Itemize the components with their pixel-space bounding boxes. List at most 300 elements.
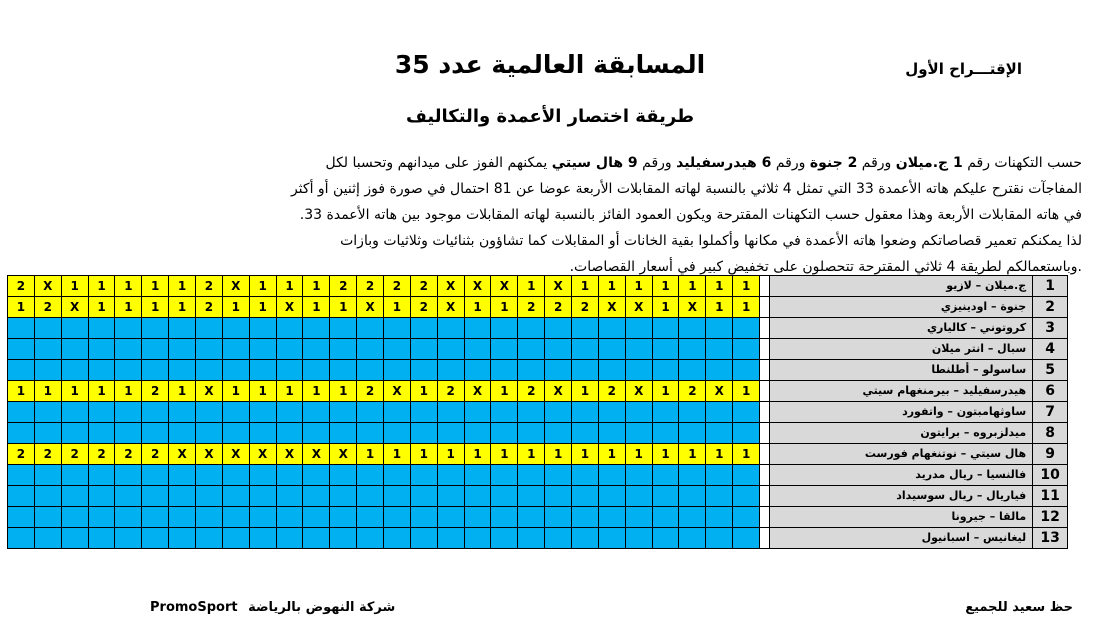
pick-cell (410, 507, 437, 528)
pick-cell: 1 (8, 381, 35, 402)
pick-cell (491, 486, 518, 507)
pick-cell (303, 486, 330, 507)
pick-cell (196, 318, 223, 339)
pick-cell (196, 402, 223, 423)
pick-cell (545, 486, 572, 507)
pick-cell (384, 318, 411, 339)
pick-cell (464, 486, 491, 507)
pick-cell (276, 339, 303, 360)
pick-cell (491, 402, 518, 423)
pick-cell (464, 339, 491, 360)
pick-cell (572, 339, 599, 360)
pick-cell (115, 507, 142, 528)
pick-cell: 1 (410, 444, 437, 465)
pick-cell (34, 360, 61, 381)
pick-cell (357, 423, 384, 444)
match-number: 2 (1033, 297, 1068, 318)
pick-cell (303, 507, 330, 528)
grid-spacer (760, 507, 770, 528)
pick-cell (142, 423, 169, 444)
intro-highlight: 6 هيدرسفيليد (676, 155, 772, 171)
pick-cell (115, 528, 142, 549)
proposal-label: الإقتـــراح الأول (905, 60, 1022, 78)
pick-cell (491, 528, 518, 549)
pick-cell (357, 318, 384, 339)
intro-text: حسب التكهنات رقم (962, 155, 1082, 171)
pick-cell: 1 (8, 297, 35, 318)
pick-cell: X (545, 381, 572, 402)
pick-cell (679, 507, 706, 528)
pick-cell (625, 360, 652, 381)
pick-cell (625, 339, 652, 360)
match-number: 8 (1033, 423, 1068, 444)
pick-cell (679, 423, 706, 444)
pick-cell (34, 402, 61, 423)
match-number: 3 (1033, 318, 1068, 339)
pick-cell (222, 339, 249, 360)
pick-cell: 1 (249, 381, 276, 402)
footer-wish: حظ سعيد للجميع (965, 600, 1073, 615)
pick-cell: X (464, 381, 491, 402)
match-name: ليغانيس – اسبانيول (770, 528, 1033, 549)
intro-paragraph (282, 150, 1082, 280)
pick-cell (169, 486, 196, 507)
pick-cell: 2 (572, 297, 599, 318)
pick-cell (330, 318, 357, 339)
pick-cell: 1 (115, 276, 142, 297)
pick-cell (706, 318, 733, 339)
grid-spacer (760, 339, 770, 360)
pick-cell (545, 360, 572, 381)
pick-cell (572, 507, 599, 528)
pick-cell: 1 (733, 444, 760, 465)
intro-text: ورقم (771, 155, 810, 171)
pick-cell (303, 528, 330, 549)
pick-cell: 1 (706, 276, 733, 297)
pick-cell (437, 318, 464, 339)
pick-cell (652, 360, 679, 381)
pick-cell: 2 (357, 276, 384, 297)
pick-cell (8, 423, 35, 444)
pick-cell (464, 402, 491, 423)
pick-cell (249, 360, 276, 381)
pick-cell (652, 486, 679, 507)
pick-cell: 2 (518, 297, 545, 318)
pick-cell (249, 528, 276, 549)
pick-cell (598, 507, 625, 528)
match-name: ميدلزبروه – برايتون (770, 423, 1033, 444)
pick-cell (34, 507, 61, 528)
pick-cell: X (357, 297, 384, 318)
pick-cell (196, 486, 223, 507)
pick-cell: X (598, 297, 625, 318)
pick-cell: X (222, 444, 249, 465)
pick-cell: X (276, 297, 303, 318)
pick-cell (545, 339, 572, 360)
pick-cell (464, 318, 491, 339)
pick-cell (115, 339, 142, 360)
pick-cell: X (34, 276, 61, 297)
pick-cell (437, 528, 464, 549)
match-number: 13 (1033, 528, 1068, 549)
pick-cell (679, 465, 706, 486)
pick-cell (357, 360, 384, 381)
pick-cell: X (196, 381, 223, 402)
pick-cell (545, 318, 572, 339)
pick-cell (142, 486, 169, 507)
pick-cell (142, 507, 169, 528)
pick-cell: 1 (437, 444, 464, 465)
pick-cell (8, 402, 35, 423)
pick-cell (169, 423, 196, 444)
pick-cell (572, 360, 599, 381)
pick-cell (437, 507, 464, 528)
pick-cell (625, 507, 652, 528)
pick-cell (410, 360, 437, 381)
pick-cell: 1 (276, 276, 303, 297)
match-row (8, 381, 1068, 402)
pick-cell: X (706, 381, 733, 402)
pick-cell: 1 (249, 276, 276, 297)
pick-cell (249, 486, 276, 507)
match-name: فياريال – ريال سوسيداد (770, 486, 1033, 507)
match-row (8, 339, 1068, 360)
pick-cell: 1 (572, 444, 599, 465)
pick-cell: 1 (142, 276, 169, 297)
pick-cell (88, 339, 115, 360)
pick-cell: 2 (88, 444, 115, 465)
pick-cell (733, 465, 760, 486)
pick-cell (384, 339, 411, 360)
grid-spacer (760, 402, 770, 423)
pick-cell (34, 528, 61, 549)
pick-cell: X (169, 444, 196, 465)
pick-cell: 1 (706, 297, 733, 318)
match-number: 1 (1033, 276, 1068, 297)
pick-cell (464, 507, 491, 528)
pick-cell (572, 465, 599, 486)
match-row (8, 444, 1068, 465)
pick-cell: 1 (169, 297, 196, 318)
pick-cell (61, 465, 88, 486)
pick-cell (169, 507, 196, 528)
pick-cell (410, 486, 437, 507)
pick-cell (706, 423, 733, 444)
pick-cell (652, 465, 679, 486)
pick-cell (142, 465, 169, 486)
pick-cell (196, 507, 223, 528)
pick-cell (249, 402, 276, 423)
pick-cell: 1 (276, 381, 303, 402)
pick-cell (88, 465, 115, 486)
pick-cell (88, 507, 115, 528)
match-row (8, 465, 1068, 486)
pick-cell (330, 486, 357, 507)
pick-cell: 1 (706, 444, 733, 465)
pick-cell (706, 339, 733, 360)
pick-cell (491, 423, 518, 444)
pick-cell (464, 360, 491, 381)
pick-cell (706, 402, 733, 423)
pick-cell: 1 (491, 381, 518, 402)
pick-cell (196, 423, 223, 444)
pick-cell (249, 465, 276, 486)
pick-cell: 2 (410, 276, 437, 297)
pick-cell (679, 528, 706, 549)
pick-cell (410, 528, 437, 549)
pick-cell: 2 (545, 297, 572, 318)
pick-cell (61, 402, 88, 423)
company-name: شركة النهوض بالرياضة (248, 600, 396, 615)
pick-cell (357, 339, 384, 360)
pick-cell: 2 (196, 276, 223, 297)
pick-cell (384, 507, 411, 528)
pick-cell: 1 (733, 297, 760, 318)
pick-cell (491, 339, 518, 360)
match-row (8, 486, 1068, 507)
pick-cell (679, 360, 706, 381)
pick-cell (652, 339, 679, 360)
pick-cell (142, 339, 169, 360)
pick-cell: 1 (88, 381, 115, 402)
pick-cell (61, 507, 88, 528)
grid-spacer (760, 486, 770, 507)
pick-cell (437, 465, 464, 486)
pick-cell: 1 (572, 276, 599, 297)
match-name: ساوثهامبتون – واتفورد (770, 402, 1033, 423)
grid-spacer (760, 465, 770, 486)
pick-cell (222, 528, 249, 549)
pick-cell (733, 423, 760, 444)
pick-cell (545, 402, 572, 423)
pick-cell: 1 (330, 297, 357, 318)
pick-cell (545, 465, 572, 486)
pick-cell: 2 (357, 381, 384, 402)
pick-cell: 1 (652, 444, 679, 465)
pick-cell (357, 507, 384, 528)
pick-cell: X (545, 276, 572, 297)
pick-cell: 2 (142, 444, 169, 465)
pick-cell (437, 360, 464, 381)
pick-cell (330, 360, 357, 381)
pick-cell: 2 (34, 297, 61, 318)
pick-cell (8, 507, 35, 528)
pick-cell (598, 528, 625, 549)
pick-cell: 1 (598, 444, 625, 465)
match-number: 12 (1033, 507, 1068, 528)
pick-cell (679, 339, 706, 360)
pick-cell (249, 339, 276, 360)
pick-cell: X (330, 444, 357, 465)
match-row (8, 507, 1068, 528)
pick-cell (115, 465, 142, 486)
pick-cell (276, 360, 303, 381)
pick-cell (518, 339, 545, 360)
pick-cell (249, 507, 276, 528)
pick-cell: 1 (115, 381, 142, 402)
pick-cell (598, 402, 625, 423)
pick-cell (61, 360, 88, 381)
pick-cell (652, 528, 679, 549)
pick-cell (625, 486, 652, 507)
intro-highlight: 9 هال سيتي (551, 155, 638, 171)
pick-cell: 2 (8, 276, 35, 297)
pick-cell (34, 465, 61, 486)
pick-cell (330, 528, 357, 549)
pick-cell (598, 486, 625, 507)
pick-cell (222, 360, 249, 381)
pick-cell (169, 360, 196, 381)
footer-company (150, 600, 450, 615)
pick-cell (518, 402, 545, 423)
match-number: 9 (1033, 444, 1068, 465)
pick-cell: X (625, 381, 652, 402)
pick-cell (572, 402, 599, 423)
pick-cell (169, 339, 196, 360)
grid-spacer (760, 423, 770, 444)
pick-cell (115, 486, 142, 507)
pick-cell: 1 (34, 381, 61, 402)
match-name: مالقا – جيرونا (770, 507, 1033, 528)
pick-cell (518, 318, 545, 339)
pick-cell: 1 (572, 381, 599, 402)
pick-cell (8, 528, 35, 549)
pick-cell: 2 (196, 297, 223, 318)
pick-cell (518, 360, 545, 381)
pick-cell (88, 528, 115, 549)
pick-cell: X (491, 276, 518, 297)
pick-cell (410, 318, 437, 339)
pick-cell (34, 423, 61, 444)
pick-cell (222, 465, 249, 486)
pick-cell (491, 318, 518, 339)
pick-cell (8, 465, 35, 486)
pick-cell (303, 339, 330, 360)
pick-cell: 1 (115, 297, 142, 318)
pick-cell (276, 486, 303, 507)
pick-cell: 1 (330, 381, 357, 402)
pick-cell (733, 507, 760, 528)
pick-cell (169, 402, 196, 423)
pick-cell: 1 (733, 276, 760, 297)
match-name: ج.ميلان – لازيو (770, 276, 1033, 297)
pick-cell: X (249, 444, 276, 465)
pick-cell (706, 507, 733, 528)
pick-cell: 2 (518, 381, 545, 402)
pick-cell: 2 (34, 444, 61, 465)
pick-cell (410, 423, 437, 444)
pick-cell: 1 (491, 444, 518, 465)
match-number: 10 (1033, 465, 1068, 486)
pick-cell (410, 402, 437, 423)
pick-cell (598, 465, 625, 486)
match-number: 7 (1033, 402, 1068, 423)
pick-cell (303, 423, 330, 444)
pick-cell: 1 (652, 276, 679, 297)
pick-cell: 1 (303, 297, 330, 318)
pick-cell (572, 528, 599, 549)
pick-cell (733, 486, 760, 507)
pick-cell (733, 402, 760, 423)
pick-cell (357, 528, 384, 549)
pick-cell (196, 465, 223, 486)
pick-cell (61, 318, 88, 339)
pick-cell (34, 339, 61, 360)
pick-cell (115, 402, 142, 423)
match-name: سبال – انتر ميلان (770, 339, 1033, 360)
pick-cell (303, 402, 330, 423)
pick-cell (276, 528, 303, 549)
intro-text: ورقم (857, 155, 896, 171)
pick-cell: 1 (625, 444, 652, 465)
pick-cell: 1 (61, 381, 88, 402)
pick-cell (169, 528, 196, 549)
pick-cell: 1 (142, 297, 169, 318)
pick-cell (303, 360, 330, 381)
pick-cell: 1 (598, 276, 625, 297)
page-title: المسابقة العالمية عدد 35 (394, 50, 706, 79)
pick-cell (8, 486, 35, 507)
pick-cell (679, 402, 706, 423)
pick-cell: 1 (518, 276, 545, 297)
match-row (8, 318, 1068, 339)
pick-cell: 1 (491, 297, 518, 318)
pick-cell: 1 (88, 276, 115, 297)
pick-cell: 1 (249, 297, 276, 318)
pick-cell (652, 423, 679, 444)
pick-cell (384, 465, 411, 486)
pick-cell (464, 465, 491, 486)
pick-cell (410, 339, 437, 360)
pick-cell (625, 528, 652, 549)
pick-cell (249, 318, 276, 339)
grid-spacer (760, 297, 770, 318)
pick-cell (330, 423, 357, 444)
pick-cell (357, 486, 384, 507)
pick-cell (142, 360, 169, 381)
pick-cell: 2 (330, 276, 357, 297)
pick-cell (169, 318, 196, 339)
pick-cell (733, 339, 760, 360)
pick-cell (330, 465, 357, 486)
pick-cell (437, 339, 464, 360)
pick-cell: 2 (437, 381, 464, 402)
pick-cell (34, 318, 61, 339)
pick-cell: 1 (733, 381, 760, 402)
pick-cell (491, 360, 518, 381)
match-name: فالنسيا – ريال مدريد (770, 465, 1033, 486)
pick-cell (357, 465, 384, 486)
pick-cell (652, 507, 679, 528)
pick-cell (545, 528, 572, 549)
pick-cell (276, 465, 303, 486)
pick-cell (196, 360, 223, 381)
pick-cell (88, 402, 115, 423)
pick-cell (222, 486, 249, 507)
match-row (8, 528, 1068, 549)
pick-cell: 1 (652, 381, 679, 402)
pick-cell (357, 402, 384, 423)
pick-cell (491, 465, 518, 486)
pick-cell (142, 528, 169, 549)
pick-cell (88, 486, 115, 507)
brand-name: PromoSport (150, 600, 238, 615)
pick-cell: 1 (384, 444, 411, 465)
pick-cell (384, 528, 411, 549)
pick-cell (625, 318, 652, 339)
pick-cell (625, 402, 652, 423)
pick-cell (303, 318, 330, 339)
